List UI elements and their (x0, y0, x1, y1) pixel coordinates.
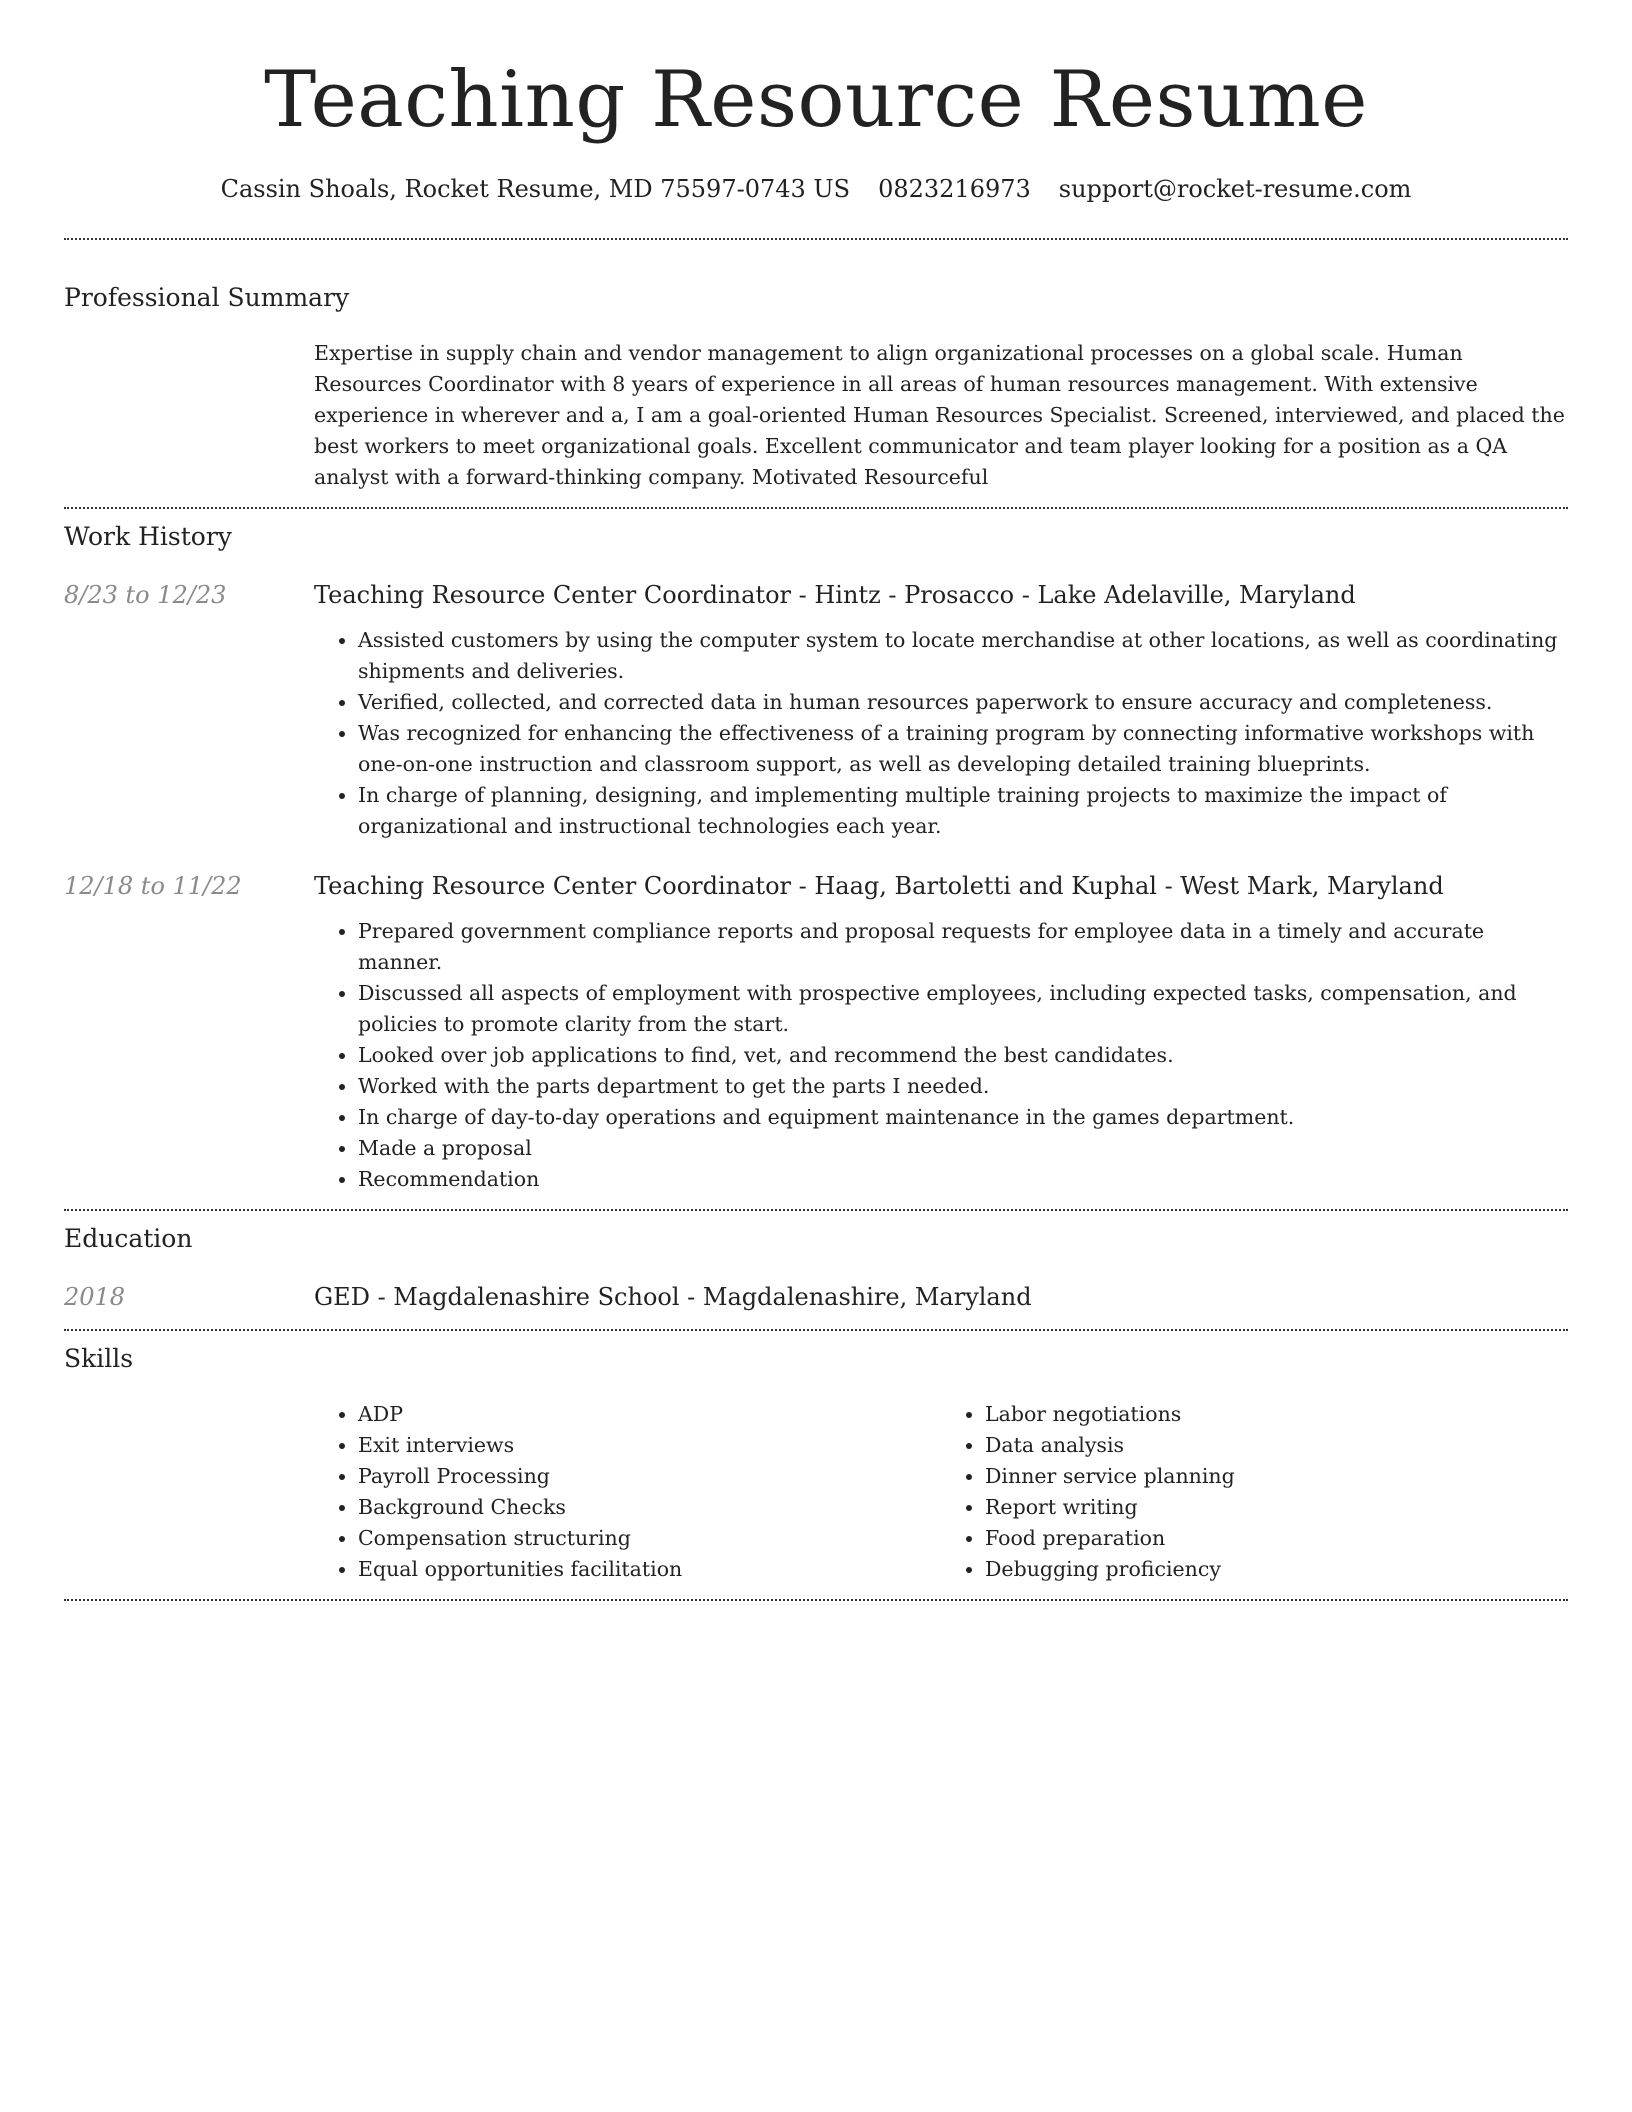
summary-section (64, 240, 1568, 493)
skill-item: • Labor negotiations (985, 1399, 1568, 1430)
list-item: • Looked over job applications to find, vet, and recommend the best candidates. (358, 1040, 1568, 1071)
education-entry (64, 1281, 1568, 1313)
section-heading-summary: Professional Summary (64, 283, 350, 312)
skill-item: • ADP (358, 1399, 941, 1430)
list-item: • Worked with the parts department to get the parts I needed. (358, 1071, 1568, 1102)
skill-item: • Exit interviews (358, 1430, 941, 1461)
list-item: • Prepared government compliance reports and proposal requests for employee data in a timely and accurate manner. (358, 916, 1568, 978)
education-title: GED - Magdalenashire School - Magdalenashire, Maryland (314, 1283, 1032, 1311)
list-item: • Made a proposal (358, 1133, 1568, 1164)
contact-line (64, 174, 1568, 204)
job-bullets (314, 916, 1568, 1195)
job-entry (64, 579, 1568, 842)
section-heading-skills: Skills (64, 1344, 134, 1373)
skills-grid (314, 1399, 1568, 1585)
skills-list-right (941, 1399, 1568, 1585)
contact-address: Cassin Shoals, Rocket Resume, MD 75597-0743 US (220, 175, 851, 203)
work-history-section (64, 509, 1568, 1195)
job-dates: 8/23 to 12/23 (64, 581, 227, 609)
skill-item: • Payroll Processing (358, 1461, 941, 1492)
contact-phone: 0823216973 (878, 175, 1031, 203)
skills-section (64, 1331, 1568, 1585)
education-section (64, 1211, 1568, 1313)
list-item: • Was recognized for enhancing the effectiveness of a training program by connecting informative workshops with one-on-one instruction and classroom support, as well as developing detailed training blueprints. (358, 718, 1568, 780)
resume-title: Teaching Resource Resume (264, 55, 1368, 145)
skill-item: • Report writing (985, 1492, 1568, 1523)
skill-item: • Equal opportunities facilitation (358, 1554, 941, 1585)
section-heading-work-history: Work History (64, 522, 232, 551)
list-item: • Discussed all aspects of employment with prospective employees, including expected tasks, compensation, and policies to promote clarity from the start. (358, 978, 1568, 1040)
summary-text: Expertise in supply chain and vendor management to align organizational processes on a global scale. Human Resources Coordinator with 8 years of experience in all areas of human resources management. With extensive experience in wherever and a, I am a goal-oriented Human Resources Specialist. Screened, interviewed, and placed the best workers to meet organizational goals. Excellent communicator and team player looking for a position as a QA analyst with a forward-thinking company. Motivated Resourceful (314, 341, 1565, 489)
list-item: • In charge of planning, designing, and implementing multiple training projects to maximize the impact of organizational and instructional technologies each year. (358, 780, 1568, 842)
skill-item: • Data analysis (985, 1430, 1568, 1461)
job-title: Teaching Resource Center Coordinator - Haag, Bartoletti and Kuphal - West Mark, Maryland (314, 872, 1444, 900)
skill-item: • Dinner service planning (985, 1461, 1568, 1492)
list-item: • Assisted customers by using the computer system to locate merchandise at other locations, as well as coordinating shipments and deliveries. (358, 625, 1568, 687)
contact-email: support@rocket-resume.com (1058, 175, 1412, 203)
divider (64, 1599, 1568, 1601)
skills-list-left (314, 1399, 941, 1585)
job-bullets (314, 625, 1568, 842)
skill-item: • Food preparation (985, 1523, 1568, 1554)
skill-item: • Compensation structuring (358, 1523, 941, 1554)
job-dates: 12/18 to 11/22 (64, 872, 242, 900)
skill-item: • Background Checks (358, 1492, 941, 1523)
list-item: • Recommendation (358, 1164, 1568, 1195)
list-item: • In charge of day-to-day operations and equipment maintenance in the games department. (358, 1102, 1568, 1133)
list-item: • Verified, collected, and corrected data in human resources paperwork to ensure accuracy and completeness. (358, 687, 1568, 718)
section-heading-education: Education (64, 1224, 193, 1253)
education-year: 2018 (64, 1283, 126, 1311)
job-entry (64, 870, 1568, 1195)
job-title: Teaching Resource Center Coordinator - Hintz - Prosacco - Lake Adelaville, Maryland (314, 581, 1356, 609)
skill-item: • Debugging proficiency (985, 1554, 1568, 1585)
